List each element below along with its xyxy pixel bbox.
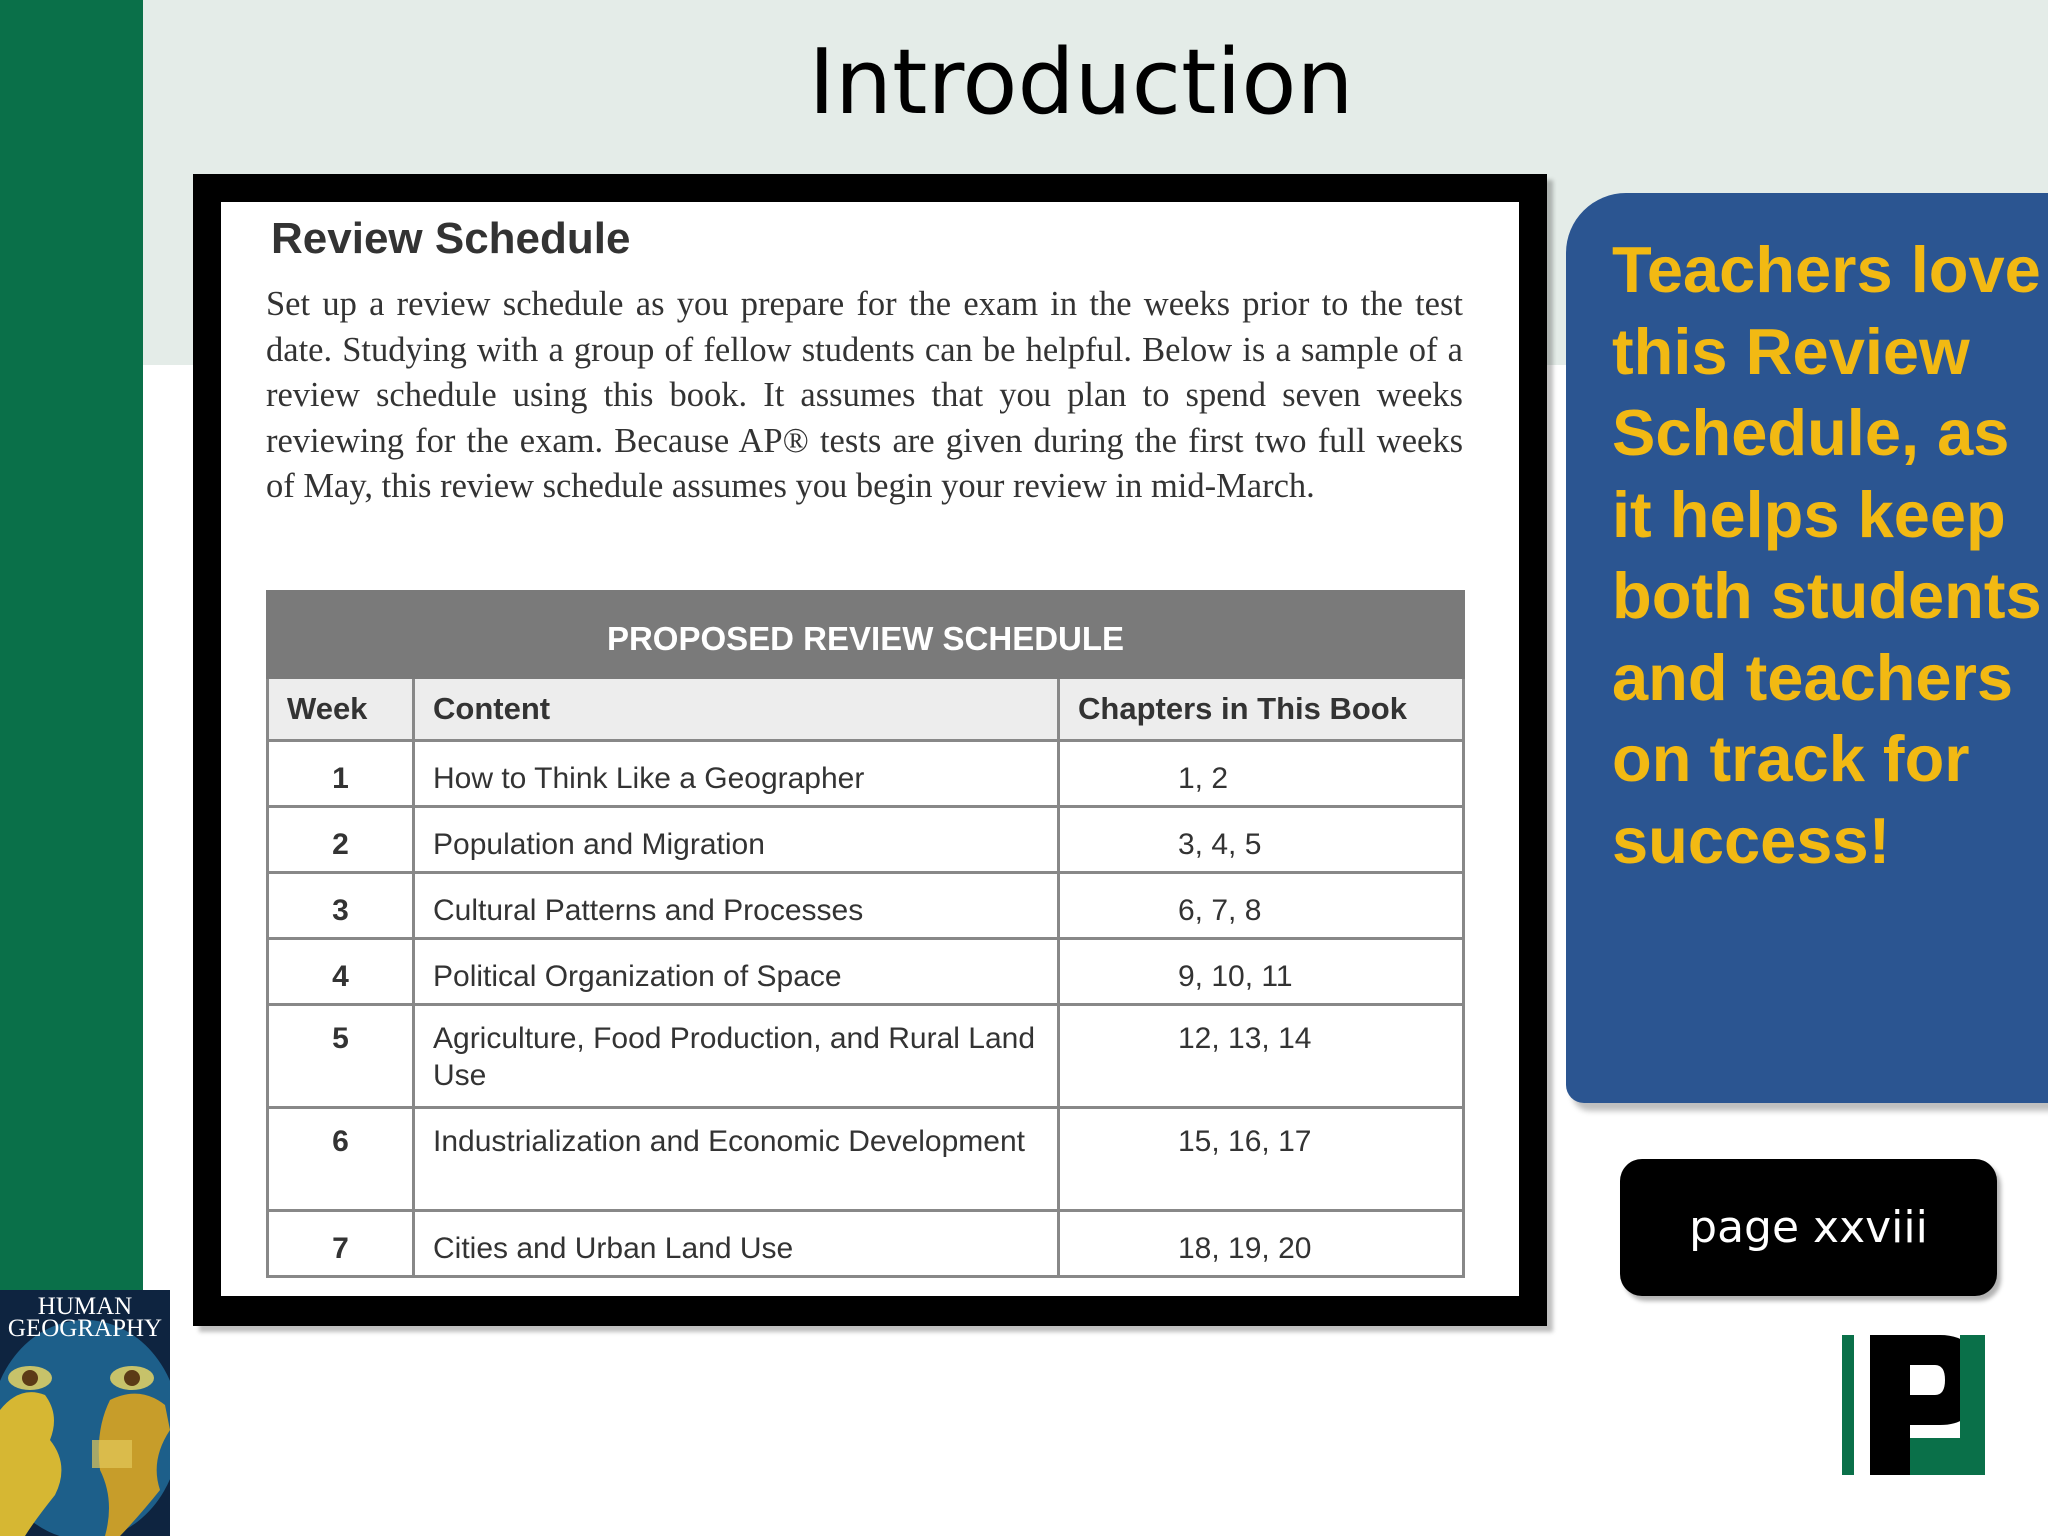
slide-title: Introduction xyxy=(808,30,1354,135)
content-cell: Cultural Patterns and Processes xyxy=(414,873,1059,939)
week-cell: 5 xyxy=(268,1005,414,1108)
table-caption: PROPOSED REVIEW SCHEDULE xyxy=(268,592,1464,678)
table-row xyxy=(268,1005,1464,1108)
table-row xyxy=(268,873,1464,939)
content-cell: Cities and Urban Land Use xyxy=(414,1211,1059,1277)
review-schedule-scan xyxy=(193,174,1547,1326)
chapters-cell: 6, 7, 8 xyxy=(1059,873,1464,939)
week-cell: 1 xyxy=(268,741,414,807)
content-cell: Agriculture, Food Production, and Rural Land Use xyxy=(414,1005,1059,1108)
scan-paragraph: Set up a review schedule as you prepare for the exam in the weeks prior to the test date. Studying with a group of fellow students can be helpful. Below is a sample of a review schedule using this book. It assumes that you plan to spend seven weeks reviewing for the exam. Because AP® tests are given during the first two full weeks of May, this review schedule assumes you begin your review in mid-March. xyxy=(266,285,1463,505)
book-cover-title xyxy=(0,1293,170,1342)
chapters-cell: 3, 4, 5 xyxy=(1059,807,1464,873)
chapters-cell: 9, 10, 11 xyxy=(1059,939,1464,1005)
column-header-week: Week xyxy=(268,678,414,741)
publisher-logo-icon xyxy=(1840,1330,1990,1480)
book-title-line1: HUMAN xyxy=(37,1293,133,1320)
column-header-content: Content xyxy=(414,678,1059,741)
scan-heading: Review Schedule xyxy=(271,214,631,263)
week-cell: 7 xyxy=(268,1211,414,1277)
week-cell: 4 xyxy=(268,939,414,1005)
callout-text: Teachers love this Review Schedule, as it helps keep both students and teachers on track for success! xyxy=(1612,233,2042,877)
book-title-line2: GEOGRAPHY xyxy=(7,1315,163,1342)
page-reference-badge: page xxviii xyxy=(1620,1159,1997,1296)
book-cover-image xyxy=(0,1290,170,1536)
chapters-cell: 12, 13, 14 xyxy=(1059,1005,1464,1108)
week-cell: 3 xyxy=(268,873,414,939)
content-cell: How to Think Like a Geographer xyxy=(414,741,1059,807)
week-cell: 6 xyxy=(268,1108,414,1211)
callout-box xyxy=(1566,193,2048,1103)
table-row xyxy=(268,741,1464,807)
review-schedule-table xyxy=(266,590,1465,1278)
chapters-cell: 18, 19, 20 xyxy=(1059,1211,1464,1277)
content-cell: Industrialization and Economic Development xyxy=(414,1108,1059,1211)
scan-page xyxy=(221,202,1519,1296)
table-row xyxy=(268,807,1464,873)
publisher-logo xyxy=(1840,1330,1990,1480)
table-row xyxy=(268,1211,1464,1277)
chapters-cell: 15, 16, 17 xyxy=(1059,1108,1464,1211)
table-row xyxy=(268,1108,1464,1211)
table-row xyxy=(268,939,1464,1005)
week-cell: 2 xyxy=(268,807,414,873)
column-header-chapters: Chapters in This Book xyxy=(1059,678,1464,741)
chapters-cell: 1, 2 xyxy=(1059,741,1464,807)
content-cell: Political Organization of Space xyxy=(414,939,1059,1005)
content-cell: Population and Migration xyxy=(414,807,1059,873)
